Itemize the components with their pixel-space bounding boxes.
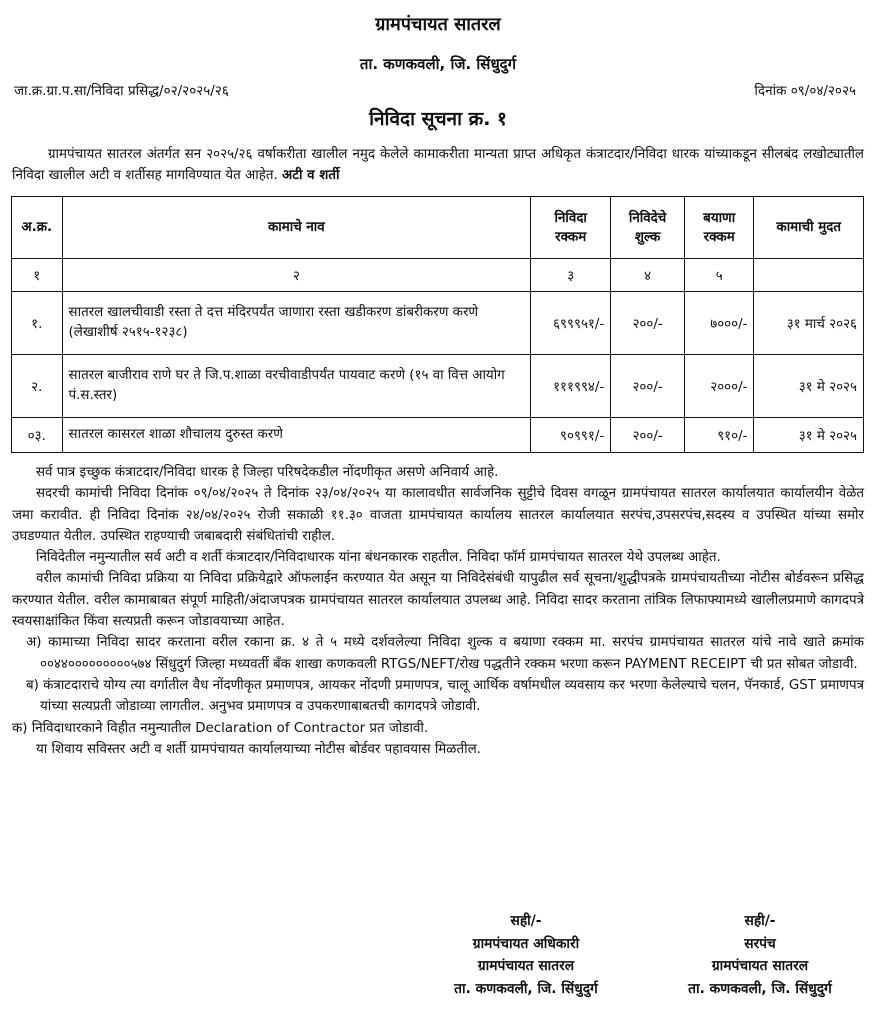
- intro-paragraph: [12, 144, 864, 186]
- header-deposit: बयाणा रक्कम: [684, 197, 754, 259]
- row-amount: ६९९९५१/-: [531, 292, 611, 355]
- row-sr: ०३.: [12, 418, 63, 453]
- notice-date: दिनांक ०९/०४/२०२५: [754, 83, 856, 99]
- signatory-org: ग्रामपंचायत सातरल: [711, 958, 809, 974]
- row-sr: २.: [12, 355, 63, 418]
- notice-body: [12, 462, 864, 760]
- row-deposit: ९१०/-: [684, 418, 754, 453]
- column-number-row: [12, 259, 864, 292]
- header-work-name: कामाचे नाव: [62, 197, 531, 259]
- intro-conditions-label: अटी व शर्ती: [282, 168, 340, 183]
- column-number: [754, 259, 864, 292]
- table-row: [12, 355, 864, 418]
- signature-block-officer: [426, 910, 626, 1000]
- signatory-place: ता. कणकवली, जि. सिंधुदुर्ग: [454, 980, 598, 997]
- signature-mark: सही/-: [510, 913, 542, 929]
- header-duration: कामाची मुदत: [754, 197, 864, 259]
- org-name: ग्रामपंचायत सातरल: [375, 14, 501, 35]
- body-paragraph-eligibility: सर्व पात्र इच्छुक कंत्राटदार/निविदा धारक हे जिल्हा परिषदेकडील नोंदणीकृत असणे अनिवार्य आहे.: [36, 465, 499, 480]
- header-tender-fee: निविदेचे शुल्क: [611, 197, 685, 259]
- row-deposit: २०००/-: [684, 355, 754, 418]
- header-tender-amount: निविदा रक्कम: [531, 197, 611, 259]
- body-item-a: अ) कामाच्या निविदा सादर करताना वरील रकाना क्र. ४ ते ५ मध्ये दर्शवलेल्या निविदा शुल्क व बयाणा रक्कम मा. सरपंच ग्रामपंचायत सातरल यांचे नावे खाते क्रमांक ००४४०००००००००५७४ सिंधुदुर्ग जिल्हा मध्यवर्ती बँक शाखा कणकवली RTGS/NEFT/रोख पद्धतीने रक्कम भरणा करून PAYMENT RECEIPT ची प्रत सोबत जोडावी.: [26, 635, 864, 672]
- signatory-org: ग्रामपंचायत सातरल: [477, 958, 575, 974]
- row-work-name: सातरल कासरल शाळा शौचालय दुरुस्त करणे: [62, 418, 531, 453]
- body-closing: या शिवाय सविस्तर अटी व शर्ती ग्रामपंचायत कार्यालयाच्या नोटीस बोर्डवर पहावयास मिळतील.: [36, 741, 481, 757]
- row-duration: ३१ मे २०२५: [754, 418, 864, 453]
- signatory-role: सरपंच: [744, 935, 776, 952]
- row-duration: ३१ मार्च २०२६: [754, 292, 864, 355]
- body-paragraph-terms: निविदेतील नमुन्यातील सर्व अटी व शर्ती कंत्राटदार/निविदाधारक यांना बंधनकारक राहतील. निविदा फॉर्म ग्रामपंचायत सातरल येथे उपलब्ध आहेत.: [36, 550, 721, 566]
- column-number: ४: [611, 259, 685, 292]
- org-address: ता. कणकवली, जि. सिंधुदुर्ग: [359, 55, 517, 73]
- row-duration: ३१ मे २०२५: [754, 355, 864, 418]
- signature-mark: सही/-: [744, 913, 776, 929]
- row-sr: १.: [12, 292, 63, 355]
- body-item-c: क) निविदाधारकाने विहीत नमुन्यातील Declaration of Contractor प्रत जोडावी.: [12, 720, 429, 736]
- body-paragraph-process: वरील कामांची निविदा प्रक्रिया या निविदा प्रक्रियेद्वारे ऑफलाईन करण्यात येत असून या निविदेसंबंधी यापुढील सर्व सूचना/शुद्धीपत्रके ग्रामपंचायतीच्या नोटीस बोर्डवरून प्रसिद्ध करण्यात येतील. वरील कामाबाबत संपूर्ण माहिती/अंदाजपत्रक ग्रामपंचायत सातरल कार्यालयात उपलब्ध आहे. निविदा सादर करताना तांत्रिक लिफाफ्यामध्ये खालीलप्रमाणे कागदपत्रे स्वयसाक्षांकित किंवा सत्यप्रती करून जोडावयाच्या आहेत.: [12, 571, 864, 630]
- reference-number: जा.क्र.ग्रा.प.सा/निविदा प्रसिद्ध/०२/२०२५/२६: [14, 83, 229, 99]
- intro-text: ग्रामपंचायत सातरल अंतर्गत सन २०२५/२६ वर्षाकरीता खालील नमुद केलेले कामाकरीता मान्यता प्राप्त अधिकृत कंत्राटदार/निविदा धारक यांच्याकडून सीलबंद लखोट्यातील निविदा खालील अटी व शर्तीसह मागविण्यात येत आहेत.: [12, 147, 864, 183]
- column-number: ५: [684, 259, 754, 292]
- table-row: [12, 292, 864, 355]
- row-work-name: सातरल खालचीवाडी रस्ता ते दत्त मंदिरपर्यंत जाणारा रस्ता खडीकरण डांबरीकरण करणे (लेखाशीर्ष २५१५-१२३८): [62, 292, 531, 355]
- row-fee: २००/-: [611, 418, 685, 453]
- row-amount: ९०९९१/-: [531, 418, 611, 453]
- header-sr: अ.क्र.: [12, 197, 63, 259]
- signatory-place: ता. कणकवली, जि. सिंधुदुर्ग: [688, 980, 832, 997]
- row-deposit: ७०००/-: [684, 292, 754, 355]
- signature-block-sarpanch: [660, 910, 860, 1000]
- table-header-row: [12, 197, 864, 259]
- body-paragraph-submission: सदरची कामांची निविदा दिनांक ०९/०४/२०२५ ते दिनांक २३/०४/२०२५ या कालावधीत सार्वजनिक सुट्टीचे दिवस वगळून ग्रामपंचायत सातरल कार्यालयात कार्यालयीन वेळेत जमा करावीत. ही निविदा दिनांक २४/०४/२०२५ रोजी सकाळी ११.३० वाजता ग्रामपंचायत कार्यालय सातरल कार्यालयात सरपंच,उपसरपंच,सदस्य व उपस्थित यांच्या समोर उघडण्यात येतील. उपस्थित राहण्याची जबाबदारी संबंधितांची राहील.: [12, 486, 864, 544]
- row-amount: १११९९४/-: [531, 355, 611, 418]
- column-number: १: [12, 259, 63, 292]
- row-fee: २००/-: [611, 355, 685, 418]
- notice-title: निविदा सूचना क्र. १: [369, 108, 507, 130]
- column-number: २: [62, 259, 531, 292]
- row-fee: २००/-: [611, 292, 685, 355]
- body-item-b: ब) कंत्राटदाराचे योग्य त्या वर्गातील वैध नोंदणीकृत प्रमाणपत्र, आयकर नोंदणी प्रमाणपत्र, चालू आर्थिक वर्षामधील व्यवसाय कर भरणा केलेल्याचे चलन, पॅनकार्ड, GST प्रमाणपत्र यांच्या सत्यप्रती जोडाव्या लागतील. अनुभव प्रमाणपत्र व उपकरणाबाबतची कागदपत्रे जोडावी.: [26, 677, 864, 715]
- row-work-name: सातरल बाजीराव राणे घर ते जि.प.शाळा वरचीवाडीपर्यंत पायवाट करणे (१५ वा वित्त आयोग पं.स.स्तर): [62, 355, 531, 418]
- works-table: [11, 196, 864, 453]
- signatory-role: ग्रामपंचायत अधिकारी: [472, 935, 580, 952]
- table-row: [12, 418, 864, 453]
- column-number: ३: [531, 259, 611, 292]
